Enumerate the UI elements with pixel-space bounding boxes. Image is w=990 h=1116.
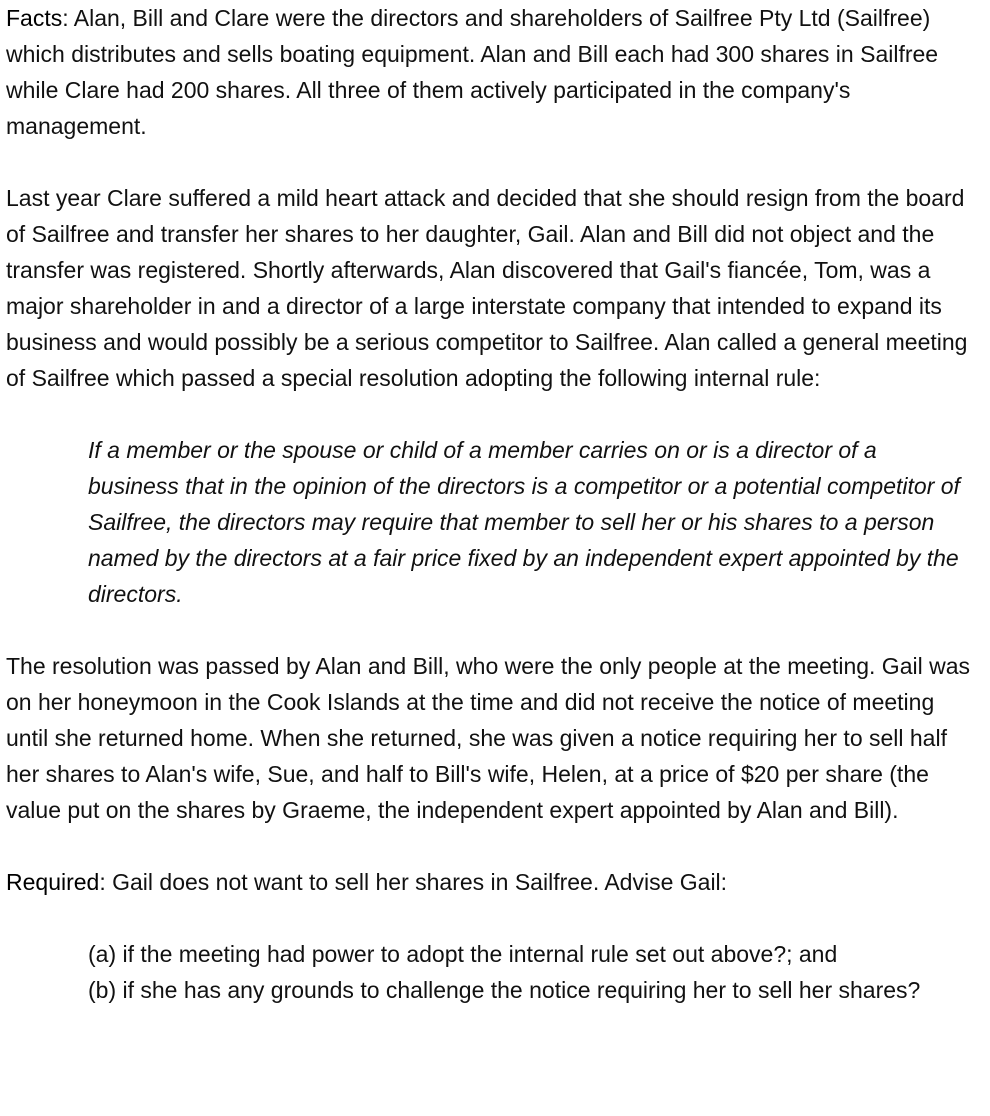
internal-rule-quote: If a member or the spouse or child of a member carries on or is a director of a business that in the opinion of the directors is a competitor or a potential competitor of Sailfree, the directors may require that member to sell her or his shares to a person named by the directors at a fair price fixed by an independent expert appointed by the directors.	[88, 437, 960, 607]
questions-list	[88, 936, 968, 1008]
background-paragraph: Last year Clare suffered a mild heart attack and decided that she should resign from the board of Sailfree and transfer her shares to her daughter, Gail. Alan and Bill did not object and the transfer was registered. Shortly afterwards, Alan discovered that Gail's fiancée, Tom, was a major shareholder in and a director of a large interstate company that intended to expand its business and would possibly be a serious competitor to Sailfree. Alan called a general meeting of Sailfree which passed a special resolution adopting the following internal rule:	[6, 185, 968, 391]
required-paragraph	[6, 864, 981, 900]
facts-label: Facts	[6, 5, 63, 31]
resolution-paragraph: The resolution was passed by Alan and Bill, who were the only people at the meeting. Gail was on her honeymoon in the Cook Islands at the time and did not receive the notice of meeting until she returned home. When she returned, she was given a notice requiring her to sell half her shares to Alan's wife, Sue, and half to Bill's wife, Helen, at a price of $20 per share (the value put on the shares by Graeme, the independent expert appointed by Alan and Bill).	[6, 653, 971, 823]
facts-paragraph	[6, 0, 981, 144]
question-a: (a) if the meeting had power to adopt the internal rule set out above?; and	[88, 941, 838, 967]
facts-text: : Alan, Bill and Clare were the directors and shareholders of Sailfree Pty Ltd (Sailfree) which distributes and sells boating equipment. Alan and Bill each had 300 shares in Sailfree while Clare had 200 shares. All three of them actively participated in the company's management.	[6, 5, 939, 139]
required-text: : Gail does not want to sell her shares in Sailfree. Advise Gail:	[99, 869, 728, 895]
required-label: Required	[6, 869, 100, 895]
document-body	[6, 0, 981, 1008]
question-b: (b) if she has any grounds to challenge the notice requiring her to sell her shares?	[88, 977, 921, 1003]
